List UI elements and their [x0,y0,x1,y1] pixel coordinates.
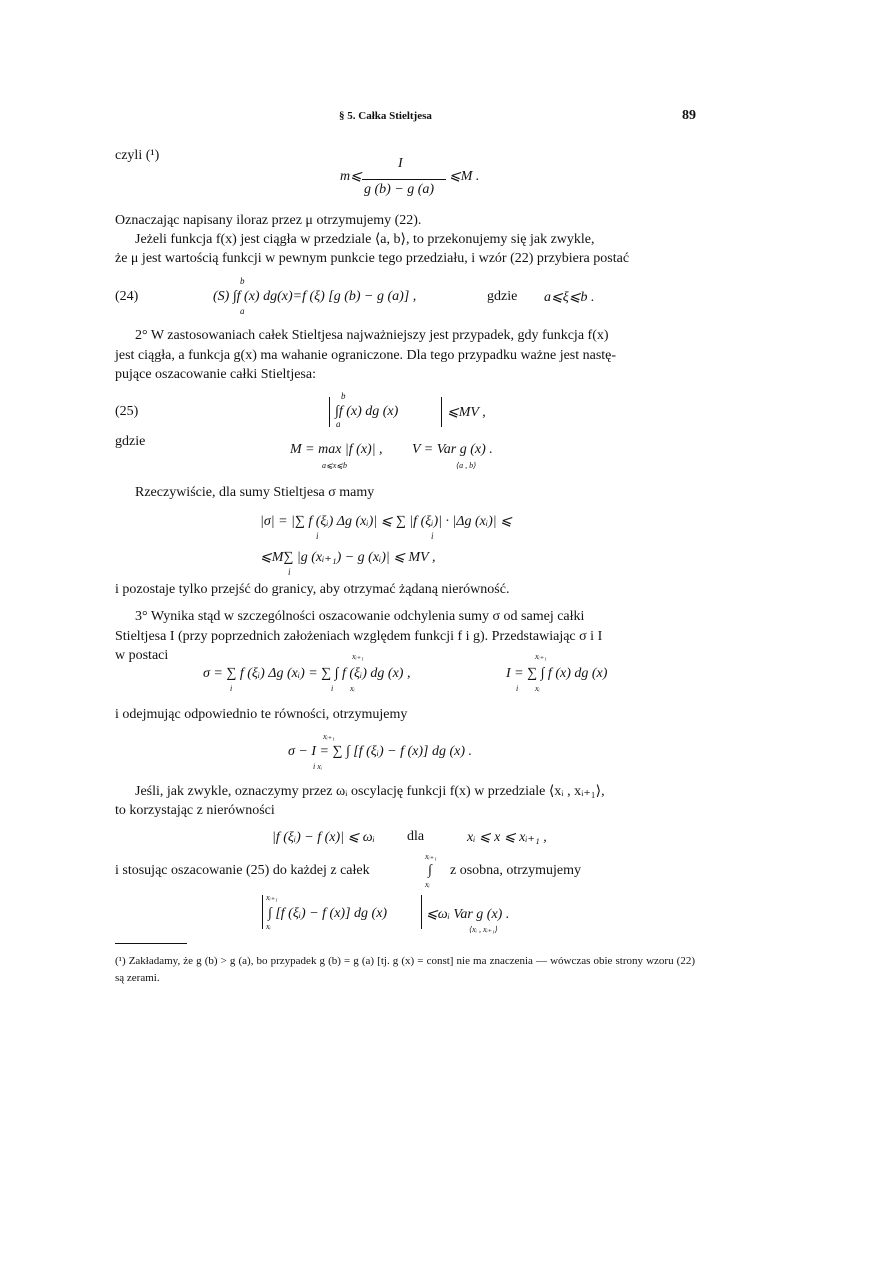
difference-formula: σ − I = ∑ ∫ [f (ξᵢ) − f (x)] dg (x) . [288,744,473,759]
abs-bar-left [329,397,330,427]
sigma-line-1: |σ| = |∑ f (ξᵢ) Δg (xᵢ)| ⩽ ∑ |f (ξᵢ)| · |Δg (xᵢ)| ⩽ [260,514,512,529]
sigma-line-1-index-b: i [431,531,434,541]
p9-upper: xᵢ₊₁ [425,852,437,861]
m-definition: M = max |f (x)| , [290,442,383,457]
sigma-line-2-index: i [288,567,291,577]
final-formula: ∫ [f (ξᵢ) − f (x)] dg (x) [268,906,388,921]
paragraph-4: Rzeczywiście, dla sumy Stieltjesa σ mamy [135,485,375,500]
v-subscript: ⟨a , b⟩ [456,461,477,470]
paragraph-5: i pozostaje tylko przejść do granicy, aby otrzymać żądaną nierówność. [115,582,510,597]
eq24-condition: a⩽ξ⩽b . [544,290,595,305]
paragraph-2a: Jeżeli funkcja f(x) jest ciągła w przedziale ⟨a, b⟩, to przekonujemy się jak zwykle, [135,232,595,247]
sigdef-lower-1: i [230,684,233,693]
eq25-right: ⩽MV , [447,405,486,420]
final-abs-bar-left [262,895,263,929]
paragraph-6b: Stieltjesa I (przy poprzednich założeniach względem funkcji f i g). Przedstawiając σ i I [115,629,603,644]
page-number: 89 [682,108,696,123]
abs-bar-right [441,397,442,427]
final-subscript: ⟨xᵢ , xᵢ₊₁⟩ [469,925,498,934]
eq24-label: (24) [115,289,139,304]
paragraph-3b: jest ciągła, a funkcja g(x) ma wahanie ograniczone. Dla tego przypadku ważne jest nastę- [115,348,617,363]
m-subscript: a⩽x⩽b [322,461,347,470]
sigma-definition: σ = ∑ f (ξᵢ) Δg (xᵢ) = ∑ ∫ f (ξᵢ) dg (x) , [203,666,411,681]
eq25-label: (25) [115,404,139,419]
text-czyli: czyli (¹) [115,148,160,163]
frac-numerator: I [398,156,403,171]
paragraph-3c: pujące oszacowanie całki Stieltjesa: [115,367,316,382]
frac-right: ⩽M . [449,169,480,184]
final-right: ⩽ωᵢ Var g (x) . [426,907,510,922]
paragraph-9: i stosując oszacowanie (25) do każdej z całek [115,863,370,878]
final-lower: xᵢ [266,922,271,931]
inequality-dla: dla [407,829,425,844]
sigdef-upper-2: xᵢ₊₁ [535,652,547,661]
final-upper: xᵢ₊₁ [266,893,278,902]
running-header: § 5. Całka Stieltjesa [339,110,432,122]
sigma-line-1-index-a: i [316,531,319,541]
eq24-lower: a [240,306,245,316]
idef-lower-2: xᵢ [535,684,540,693]
paragraph-6a: 3° Wynika stąd w szczególności oszacowanie odchylenia sumy σ od samej całki [135,609,585,624]
eq24-formula: (S) ∫f (x) dg(x)=f (ξ) [g (b) − g (a)] , [213,289,417,304]
paragraph-6c: w postaci [115,648,169,663]
v-definition: V = Var g (x) . [412,442,493,457]
paragraph-1: Oznaczając napisany iloraz przez μ otrzymujemy (22). [115,213,422,228]
footnote-rule [115,943,187,944]
eq25-lower: a [336,419,341,429]
oscillation-inequality: |f (ξᵢ) − f (x)| ⩽ ωᵢ [272,830,375,845]
paragraph-3a: 2° W zastosowaniach całek Stieltjesa najważniejszy jest przypadek, gdy funkcja f(x) [135,328,609,343]
diff-upper: xᵢ₊₁ [323,732,335,741]
diff-lower: i xᵢ [313,762,323,771]
footnote: (¹) Zakładamy, że g (b) > g (a), bo przypadek g (b) = g (a) [tj. g (x) = const] nie ma znaczenia — wówczas obie strony wzoru (22) są zerami. [115,955,695,984]
frac-left: m⩽ [340,169,362,184]
eq24-upper: b [240,276,245,286]
sigdef-lower-2: i [331,684,334,693]
p9-integral-sign: ∫ [428,863,432,878]
paragraph-8b: to korzystając z nierówności [115,803,275,818]
i-definition: I = ∑ ∫ f (x) dg (x) [506,666,608,681]
paragraph-7: i odejmując odpowiednio te równości, otrzymujemy [115,707,408,722]
paragraph-2b: że μ jest wartością funkcji w pewnym punkcie tego przedziału, i wzór (22) przybiera postać [115,251,630,266]
fraction-bar [362,179,446,180]
paragraph-8a: Jeśli, jak zwykle, oznaczymy przez ωᵢ oscylację funkcji f(x) w przedziale ⟨xᵢ , xᵢ₊₁⟩, [135,784,605,799]
idef-lower-1: i [516,684,519,693]
eq24-gdzie: gdzie [487,289,518,304]
sigdef-lower-3: xᵢ [350,684,355,693]
sigma-line-2: ⩽M∑ |g (xᵢ₊₁) − g (xᵢ)| ⩽ MV , [260,550,436,565]
paragraph-9-tail: z osobna, otrzymujemy [450,863,582,878]
sigdef-upper-1: xᵢ₊₁ [352,652,364,661]
inequality-condition: xᵢ ⩽ x ⩽ xᵢ₊₁ , [467,830,547,845]
frac-denominator: g (b) − g (a) [364,182,435,197]
eq25-formula: ∫f (x) dg (x) [335,404,399,419]
final-abs-bar-right [421,895,422,929]
eq25-upper: b [341,391,346,401]
text-gdzie: gdzie [115,434,146,449]
p9-lower: xᵢ [425,880,430,889]
